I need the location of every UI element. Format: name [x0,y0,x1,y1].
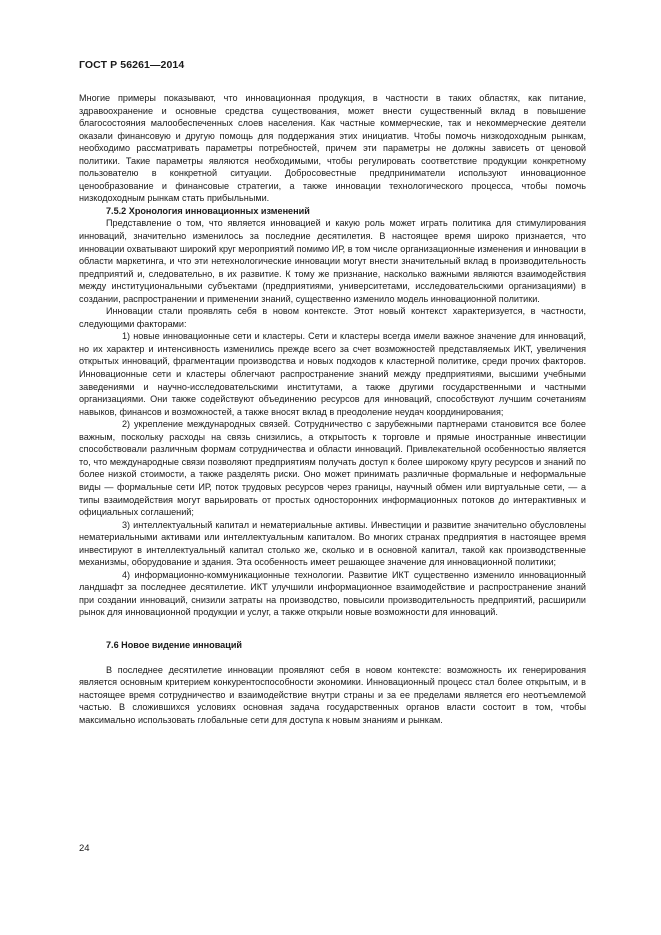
document-body [79,92,586,726]
list-item-ict: 4) информационно-коммуникационные технологии. Развитие ИКТ существенно изменило инновационный ландшафт за последнее десятилетие. ИКТ улучшили информационное взаимодействие и распространение знаний при создании инноваций, снизили затраты на производство, повысили производительность предприятий, расширили рынок для инновационной продукции и услуг, а также открыли новые возможности для инноваций. [79,569,586,618]
list-item-networks-clusters: 1) новые инновационные сети и кластеры. Сети и кластеры всегда имели важное значение для инноваций, но их характер и интенсивность изменились прежде всего за счет возможностей представляемых ИКТ, увеличения открытых инноваций, фрагментации производства и новых подходов к кластерной политике, среди прочих факторов. Инновационные сети и кластеры облегчают распространение знаний между предприятиями, высшими учебными заведениями и научно-исследовательскими институтами, а также другими государственными и частными организациями. Они также содействуют объединению ресурсов для инноваций, способствуют лучшим сочетаниям навыков, финансов и возможностей, а также вносят вклад в преодоление неудач координирования; [79,331,586,417]
paragraph-innovation-concept: Представление о том, что является инновацией и какую роль может играть политика для стимулирования инноваций, значительно изменилось за последние десятилетия. В настоящее время широко признается, что инновации охватывают широкий круг мероприятий помимо ИР, в том числе организационные изменения и инновации в области маркетинга, и что эти нетехнологические инновации могут внести значительный вклад в производительность предприятий и, следовательно, в их развитие. К тому же признание, насколько важными являются взаимодействия между институциональными субъектами (предприятиями, университетами, исследовательскими организациями) в создании, распространении и применении знаний, существенно изменило модель инновационной политики. [79,218,586,304]
paragraph-new-context: Инновации стали проявлять себя в новом контексте. Этот новый контекст характеризуется, в частности, следующими факторами: [79,306,586,329]
page-number: 24 [79,843,90,854]
paragraph-new-vision: В последнее десятилетие инновации проявляют себя в новом контексте: возможность их генерирования является основным критерием конкурентоспособности экономики. Инновационный процесс стал более открытым, и в настоящее время сотрудничество и взаимодействие внутри страны и за ее пределами является его неотъемлемой частью. В сложившихся условиях основная задача государственных органов власти состоит в том, чтобы максимально использовать глобальные сети для доступа к новым знаниям и рынкам. [79,664,586,725]
list-item-international-links: 2) укрепление международных связей. Сотрудничество с зарубежными партнерами становится все более важным, поскольку расходы на связь снизились, а открытость к торговле и прямые иностранные инвестиции способствовали различным формам сотрудничества и области инноваций. Привлекательной особенностью является то, что международные связи позволяют предприятиям получать доступ к более широкому кругу ресурсов и знаний по более низкой стоимости, а также разделять риски. Оно может принимать различные формальные и неформальные виды — формальные сети ИР, поток трудовых ресурсов через границы, научный обмен или виртуальные сети, — а типы взаимодействия могут варьировать от простых односторонних информационных потоков до интерактивных и официальных соглашений; [79,419,586,518]
paragraph-examples: Многие примеры показывают, что инновационная продукция, в частности в таких областях, как питание, здравоохранение и основные средства существования, может внести существенный вклад в повышение благосостояния малообеспеченных слоев населения. Как частные коммерческие, так и некоммерческие деятели оказали финансовую и другую помощь для поддержания этих инициатив. Чтобы помочь низкодоходным рынкам, необходимо рассматривать параметры потребностей, причем эти параметры не должны зависеть от ценовой политики. Такие параметры являются необходимыми, чтобы регулировать соответствие продукции конкретному пользователю в конкретной ситуации. Добросовестные предприниматели используют инновационное ценообразование и финансовые стратегии, а также инновации технологического процесса, чтобы помочь низкодоходным рынкам стать прибыльными. [79,93,586,204]
document-code-header: ГОСТ Р 56261—2014 [79,59,185,71]
list-item-intellectual-capital: 3) интеллектуальный капитал и нематериальные активы. Инвестиции и развитие значительно обусловлены нематериальными активами или интеллектуальным капиталом. Во многих странах предприятия в настоящее время инвестируют в интеллектуальный капитал столько же, сколько и в основной капитал, такой как производственные механизмы, оборудование и здания. Эта особенность имеет решающее значение для инновационной политики; [79,519,586,568]
section-heading-7-5-2: 7.5.2 Хронология инновационных изменений [106,205,310,216]
section-heading-7-6: 7.6 Новое видение инноваций [106,639,243,650]
